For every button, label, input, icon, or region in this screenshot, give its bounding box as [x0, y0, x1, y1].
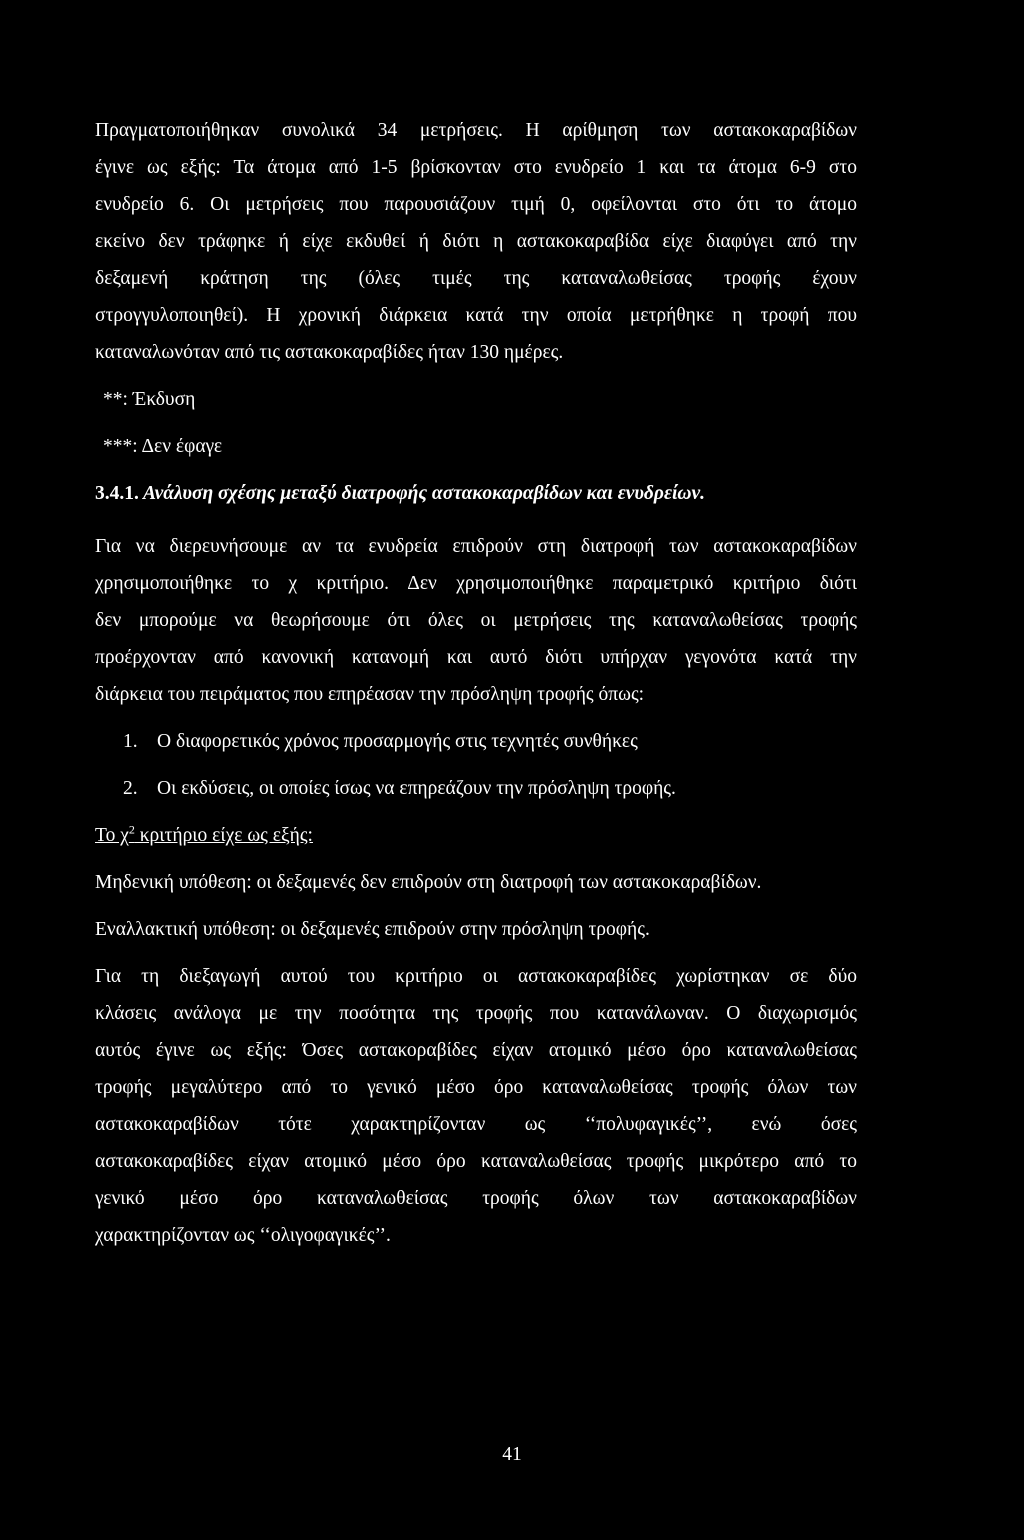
- text-line: γενικό μέσο όρο καταναλωθείσας τροφής όλων των αστακοκαραβίδων: [95, 1188, 857, 1209]
- null-hypothesis: Μηδενική υπόθεση: οι δεξαμενές δεν επιδρούν στη διατροφή των αστακοκαραβίδων.: [95, 872, 762, 893]
- text-line: δεξαμενή κράτηση της (όλες τιμές της καταναλωθείσας τροφής έχουν: [95, 268, 857, 289]
- text-line: τροφής μεγαλύτερο από το γενικό μέσο όρο καταναλωθείσας τροφής όλων των: [95, 1077, 857, 1098]
- paragraph-classes: [95, 958, 857, 1254]
- text-line: δεν μπορούμε να θεωρήσουμε ότι όλες οι μετρήσεις της καταναλωθείσας τροφής: [95, 610, 857, 631]
- numbered-list: [95, 723, 857, 807]
- chi-square-heading: [95, 817, 857, 854]
- text-line: καταναλωνόταν από τις αστακοκαραβίδες ήταν 130 ημέρες.: [95, 342, 564, 363]
- paragraph-method: [95, 528, 857, 713]
- chi-heading-suffix: κριτήριο είχε ως εξής:: [134, 825, 313, 846]
- section-number: 3.4.1.: [95, 483, 139, 504]
- list-item: [95, 770, 857, 807]
- text-line: στρογγυλοποιηθεί). Η χρονική διάρκεια κατά την οποία μετρήθηκε η τροφή που: [95, 305, 857, 326]
- text-line: χρησιμοποιήθηκε το χ κριτήριο. Δεν χρησιμοποιήθηκε παραμετρικό κριτήριο διότι: [95, 573, 857, 594]
- chi-superscript: 2: [128, 822, 135, 837]
- text-line: προέρχονταν από κανονική κατανομή και αυτό διότι υπήρχαν γεγονότα κατά την: [95, 647, 857, 668]
- list-marker: 1.: [123, 731, 138, 752]
- chi-heading-prefix: Το χ: [95, 825, 129, 846]
- text-line: χαρακτηρίζονταν ως ‘‘ολιγοφαγικές’’.: [95, 1225, 391, 1246]
- list-item: [95, 723, 857, 760]
- text-line: αστακοκαραβίδων τότε χαρακτηρίζονταν ως ‘‘πολυφαγικές’’, ενώ όσες: [95, 1114, 857, 1135]
- document-page: [95, 112, 857, 1254]
- text-line: αυτός έγινε ως εξής: Όσες αστακοραβίδες είχαν ατομικό μέσο όρο καταναλωθείσας: [95, 1040, 857, 1061]
- text-line: Πραγματοποιήθηκαν συνολικά 34 μετρήσεις. Η αρίθμηση των αστακοκαραβίδων: [95, 120, 857, 141]
- note-not-eaten: ***: Δεν έφαγε: [103, 436, 223, 457]
- text-line: διάρκεια του πειράματος που επηρέασαν την πρόσληψη τροφής όπως:: [95, 684, 645, 705]
- list-marker: 2.: [123, 778, 138, 799]
- text-line: Για να διερευνήσουμε αν τα ενυδρεία επιδρούν στη διατροφή των αστακοκαραβίδων: [95, 536, 857, 557]
- text-line: Για τη διεξαγωγή αυτού του κριτήριο οι αστακοκαραβίδες χωρίστηκαν σε δύο: [95, 966, 857, 987]
- list-text: Ο διαφορετικός χρόνος προσαρμογής στις τεχνητές συνθήκες: [157, 731, 638, 752]
- text-line: αστακοκαραβίδες είχαν ατομικό μέσο όρο καταναλωθείσας τροφής μικρότερο από το: [95, 1151, 857, 1172]
- alternative-hypothesis: Εναλλακτική υπόθεση: οι δεξαμενές επιδρούν στην πρόσληψη τροφής.: [95, 919, 650, 940]
- paragraph-measurements: [95, 112, 857, 371]
- section-title: Ανάλυση σχέσης μεταξύ διατροφής αστακοκαραβίδων και ενυδρείων.: [143, 483, 706, 504]
- text-line: ενυδρείο 6. Οι μετρήσεις που παρουσιάζουν τιμή 0, οφείλονται στο ότι το άτομο: [95, 194, 857, 215]
- list-text: Οι εκδύσεις, οι οποίες ίσως να επηρεάζουν την πρόσληψη τροφής.: [157, 778, 676, 799]
- text-line: εκείνο δεν τράφηκε ή είχε εκδυθεί ή διότι η αστακοκαραβίδα είχε διαφύγει από την: [95, 231, 857, 252]
- text-line: έγινε ως εξής: Τα άτομα από 1-5 βρίσκονταν στο ενυδρείο 1 και τα άτομα 6-9 στο: [95, 157, 857, 178]
- text-line: κλάσεις ανάλογα με την ποσότητα της τροφής που κατανάλωναν. Ο διαχωρισμός: [95, 1003, 857, 1024]
- note-molt: **: Έκδυση: [103, 389, 196, 410]
- page-number: 41: [502, 1444, 522, 1465]
- section-heading: [95, 475, 857, 512]
